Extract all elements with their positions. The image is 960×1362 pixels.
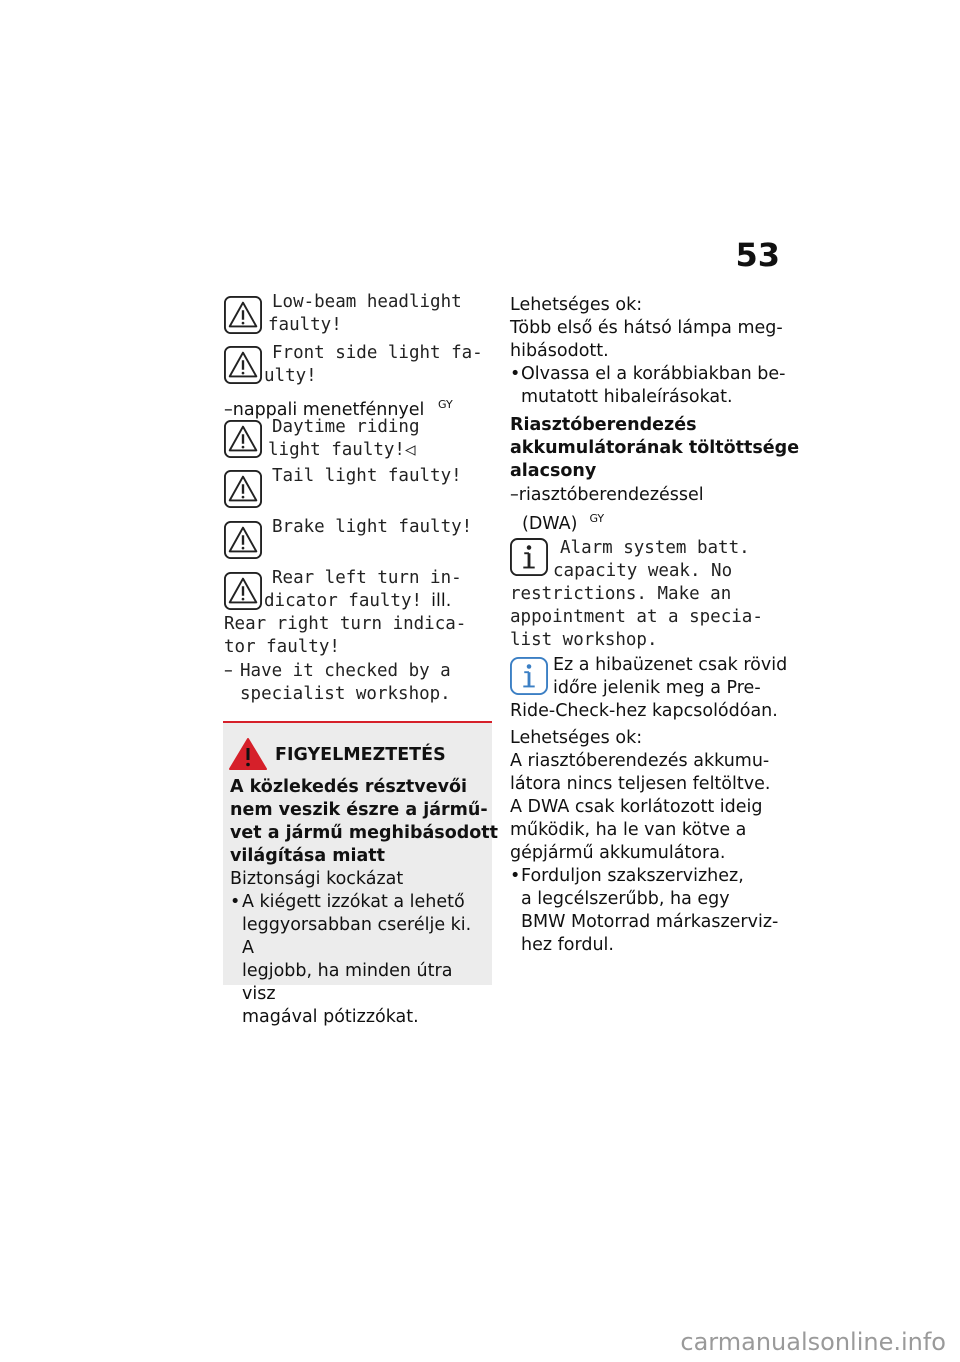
warning-bullet-text: A kiégett izzókat a lehető leggyorsabban cserélje ki. A legjobb, ha minden útra visz magával pótizzókat. — [242, 892, 472, 1027]
warning-triangle-icon — [224, 420, 262, 458]
warning-bullet: • — [230, 892, 241, 912]
causes2-label: Lehetséges ok: — [510, 728, 643, 748]
tail-message: Tail light faulty! — [272, 466, 462, 486]
warning-triangle-icon — [224, 470, 262, 508]
warning-triangle-icon — [224, 296, 262, 334]
dwa-condition: –riasztóberendezéssel (DWA) $^{GY}$ — [510, 485, 704, 534]
page-number: 53 — [735, 236, 780, 274]
daytime-message: Daytime riding light faulty!◁ — [268, 417, 420, 460]
watermark: carmanualsonline.info — [680, 1328, 946, 1356]
brake-message: Brake light faulty! — [272, 517, 473, 537]
warning-triangle-icon — [224, 346, 262, 384]
read-text: Olvassa el a korábbiakban be- mutatott hibaleírásokat. — [521, 364, 786, 407]
check-dash: – — [224, 661, 233, 681]
warning-triangle-icon — [228, 737, 268, 771]
warning-heading: A közlekedés résztvevői nem veszik észre a jármű- vet a jármű meghibásodott világítása miatt — [230, 777, 499, 866]
causes-label: Lehetséges ok: — [510, 295, 643, 315]
arrow-left-icon: ◁ — [404, 440, 416, 460]
section-heading: Riasztóberendezés akkumulátorának töltöttsége alacsony — [510, 415, 800, 481]
daytime-condition: –nappali menetfénnyel $^{GY}$ — [224, 398, 453, 420]
rear-left-message-line1: Rear left turn in- — [272, 568, 462, 588]
front-side-message: Front side light fa- ulty! — [264, 343, 483, 386]
warning-triangle-icon — [224, 572, 262, 610]
service-text: Forduljon szakszervizhez, a legcélszerűbb, ha egy BMW Motorrad márkaszerviz- hez fordul. — [521, 866, 779, 955]
info-text: Ez a hibaüzenet csak rövid időre jelenik meg a Pre- Ride-Check-hez kapcsolódóan. — [510, 655, 788, 721]
warning-triangle-icon — [224, 521, 262, 559]
rear-left-message-line2: dicator faulty! ill. — [264, 591, 452, 611]
alarm-message: Alarm system batt. capacity weak. No restrictions. Make an appointment at a specia- list workshop. — [510, 538, 763, 650]
rear-right-message: Rear right turn indica- tor faulty! — [224, 614, 467, 657]
warning-risk: Biztonsági kockázat — [230, 869, 404, 889]
check-instruction: Have it checked by a specialist workshop. — [240, 661, 451, 704]
read-bullet: • — [510, 364, 521, 384]
warning-title: FIGYELMEZTETÉS — [275, 745, 446, 765]
causes2-text: A riasztóberendezés akkumu- látora nincs teljesen feltöltve. A DWA csak korlátozott ideig működik, ha le van kötve a gépjármű akkumulátora. — [510, 751, 771, 863]
causes-text: Több első és hátsó lámpa meg- hibásodott. — [510, 318, 783, 361]
low-beam-message: Low-beam headlight faulty! — [268, 292, 462, 335]
service-bullet: • — [510, 866, 521, 886]
